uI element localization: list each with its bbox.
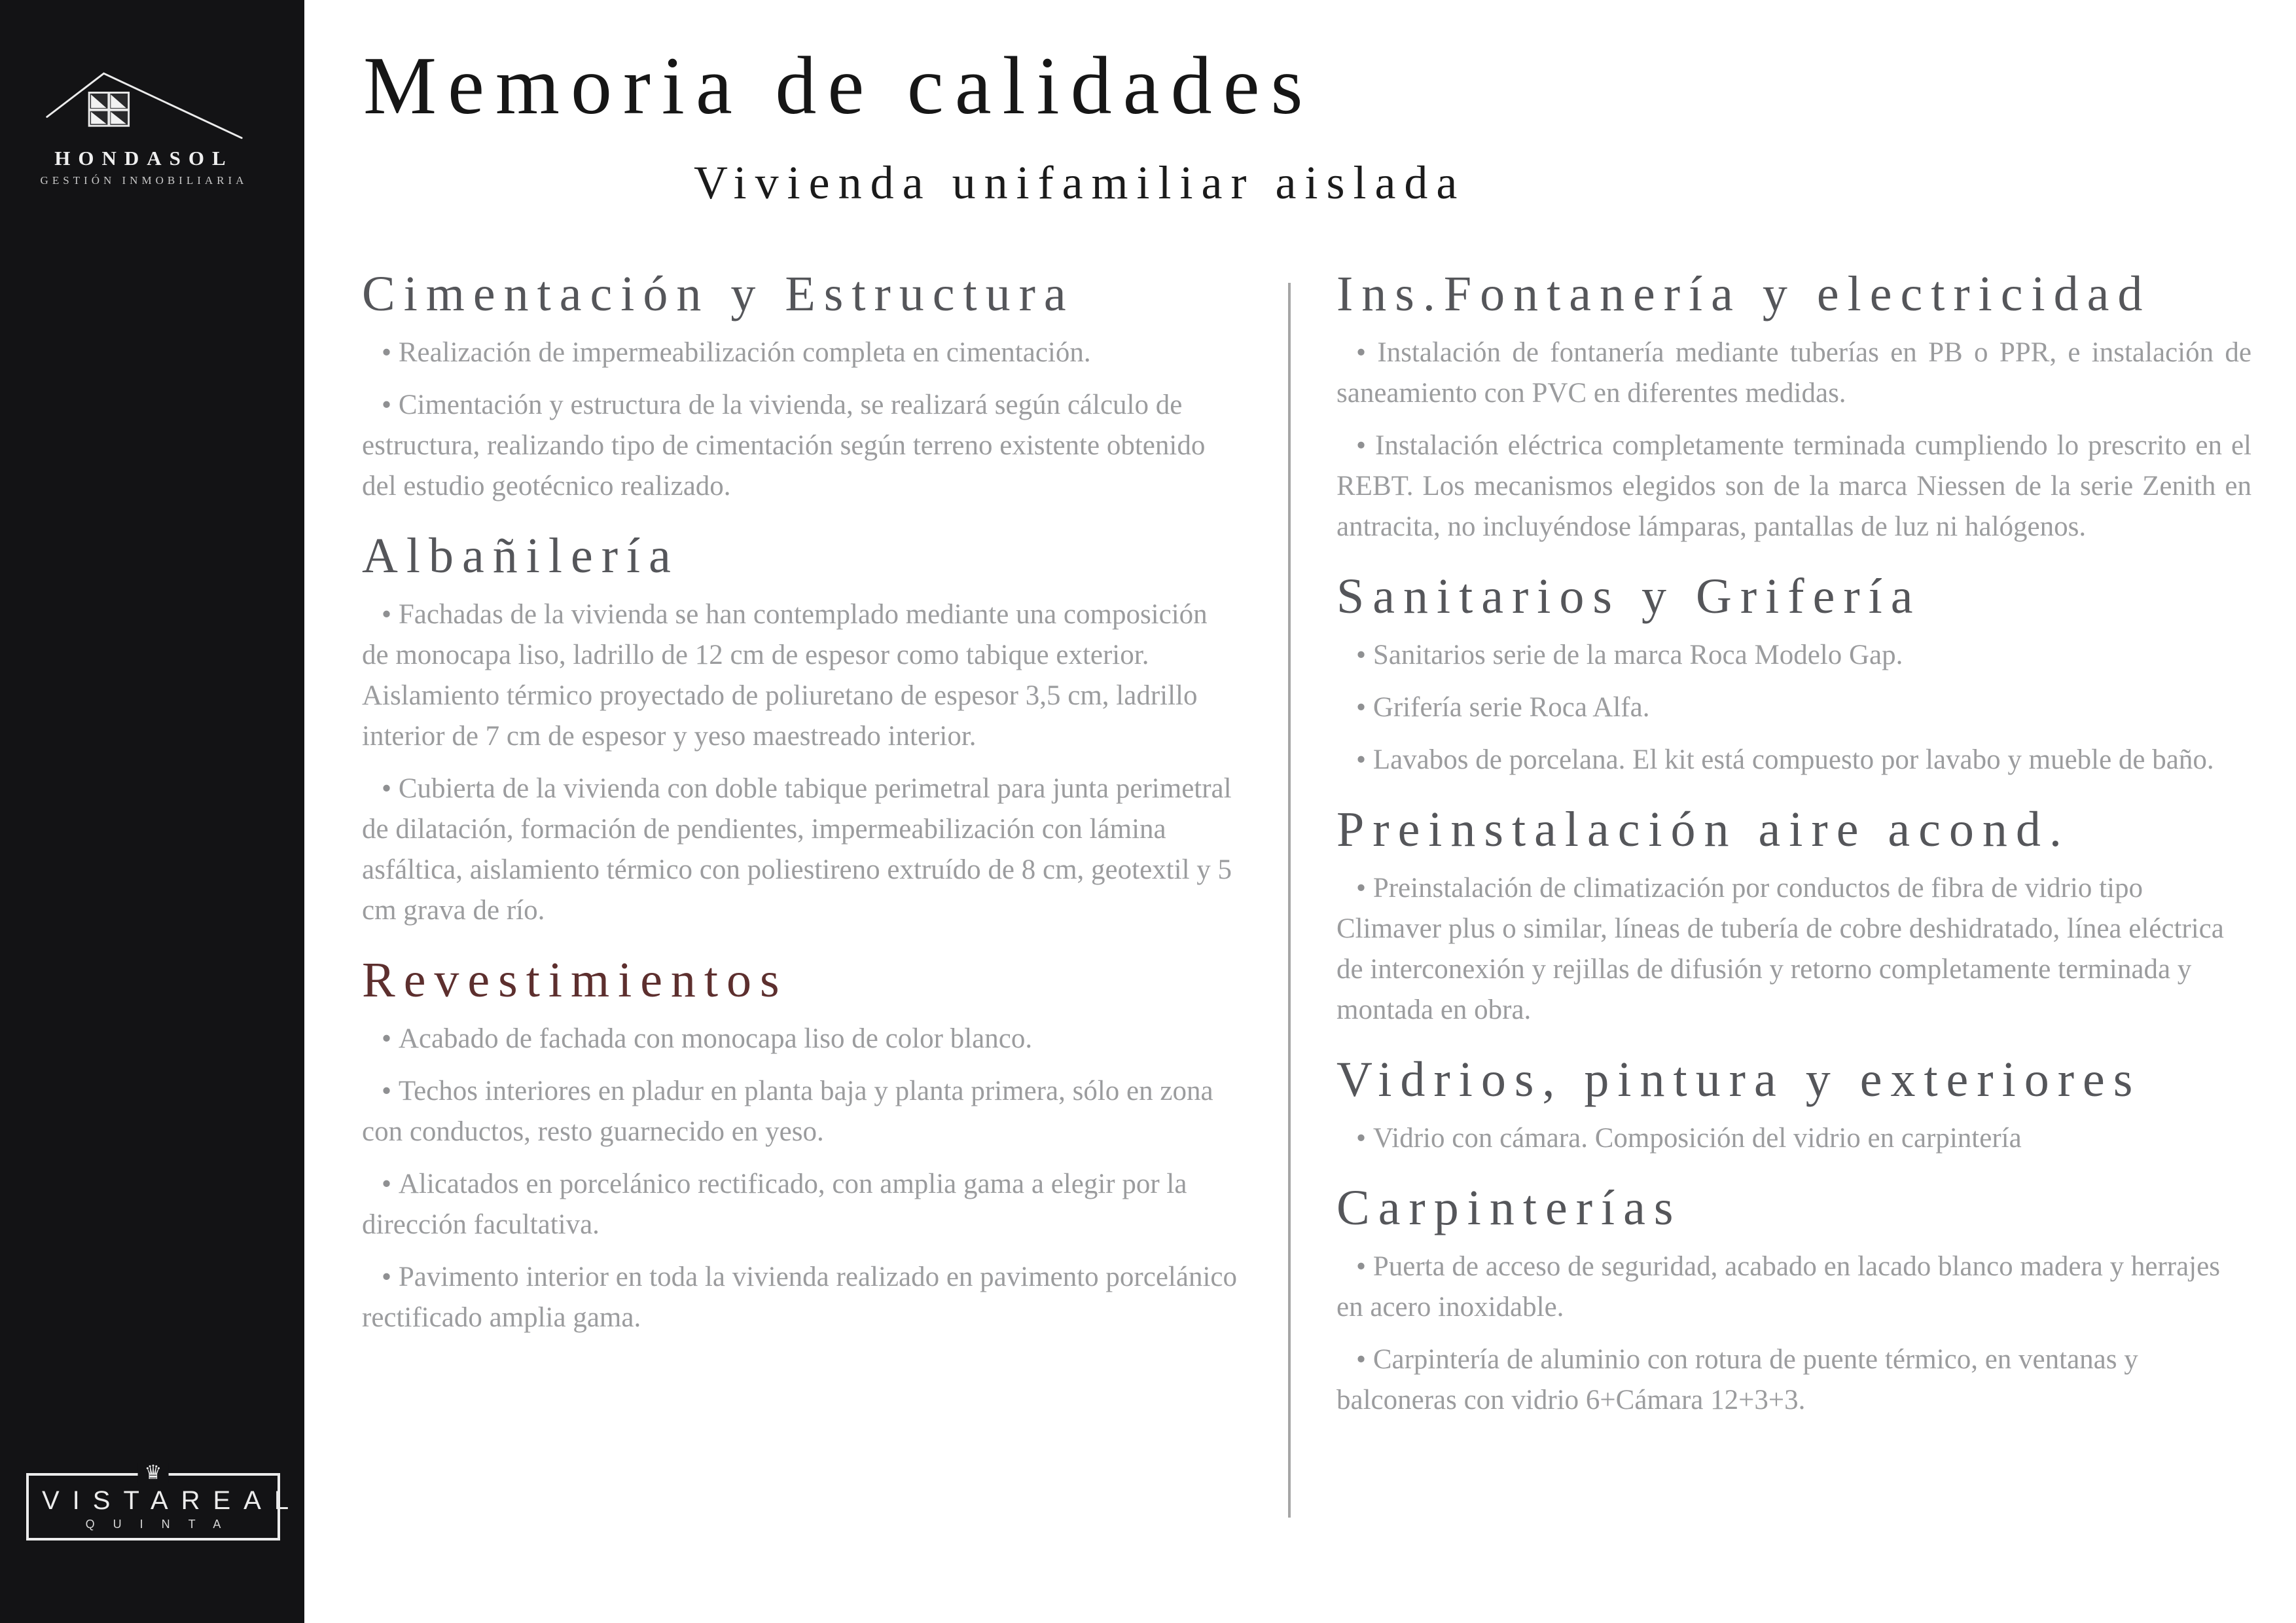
bullet-item: • Realización de impermeabilización completa en cimentación.: [362, 333, 1239, 373]
bullet-item: • Pavimento interior en toda la vivienda realizado en pavimento porcelánico rectificado amplia gama.: [362, 1257, 1239, 1338]
section-heading: Ins.Fontanería y electricidad: [1336, 266, 2151, 321]
bullet-item: • Grifería serie Roca Alfa.: [1336, 687, 2251, 728]
page-header: [363, 39, 1466, 209]
column-divider: [1288, 283, 1291, 1518]
bullet-item: • Cubierta de la vivienda con doble tabique perimetral para junta perimetral de dilatación, formación de pendientes, impermeabilización con lámina asfáltica, aislamiento térmico con poliestireno extruído de 8 cm, geotextil y 5 cm grava de río.: [362, 769, 1239, 931]
bullet-item: • Fachadas de la vivienda se han contemplado mediante una composición de monocapa liso, ladrillo de 12 cm de espesor como tabique exterior. Aislamiento térmico proyectado de poliuretano de espesor 3,5 cm, ladrillo interior de 7 cm de espesor y yeso maestreado interior.: [362, 594, 1239, 757]
left-column: [362, 267, 1239, 1338]
vistareal-subname: QUINTA: [85, 1518, 240, 1531]
section-heading: Preinstalación aire acond.: [1336, 802, 2070, 857]
hondasol-name: HONDASOL: [54, 147, 234, 170]
page-title: Memoria de calidades: [363, 41, 1314, 132]
bullet-item: • Preinstalación de climatización por conductos de fibra de vidrio tipo Climaver plus o similar, líneas de tubería de cobre deshidratado, línea eléctrica de interconexión y rejillas de difusión y retorno completamente terminada y montada en obra.: [1336, 868, 2251, 1030]
section-heading: Vidrios, pintura y exteriores: [1336, 1052, 2142, 1107]
bullet-item: • Instalación eléctrica completamente terminada cumpliendo lo prescrito en el REBT. Los mecanismos elegidos son de la marca Niessen de la serie Zenith en antracita, no incluyéndose lámparas, pantallas de luz ni halógenos.: [1336, 426, 2251, 547]
bullet-item: • Alicatados en porcelánico rectificado, con amplia gama a elegir por la dirección facultativa.: [362, 1164, 1239, 1245]
bullet-item: • Cimentación y estructura de la vivienda, se realizará según cálculo de estructura, realizando tipo de cimentación según terreno existente obtenido del estudio geotécnico realizado.: [362, 385, 1239, 507]
hondasol-logo: [0, 65, 288, 187]
section-heading: Albañilería: [362, 528, 679, 583]
bullet-item: • Instalación de fontanería mediante tuberías en PB o PPR, e instalación de saneamiento con PVC en diferentes medidas.: [1336, 333, 2251, 414]
bullet-item: • Acabado de fachada con monocapa liso de color blanco.: [362, 1019, 1239, 1059]
right-column: [1336, 267, 2251, 1421]
hondasol-tagline: GESTIÓN INMOBILIARIA: [40, 174, 248, 187]
section-heading: Sanitarios y Grifería: [1336, 569, 1922, 624]
bullet-item: • Lavabos de porcelana. El kit está compuesto por lavabo y mueble de baño.: [1336, 740, 2251, 780]
bullet-item: • Techos interiores en pladur en planta baja y planta primera, sólo en zona con conductos, resto guarnecido en yeso.: [362, 1071, 1239, 1152]
bullet-item: • Puerta de acceso de seguridad, acabado en lacado blanco madera y herrajes en acero inoxidable.: [1336, 1247, 2251, 1328]
section-heading: Cimentación y Estructura: [362, 266, 1075, 321]
sidebar: [0, 0, 304, 1623]
house-roof-window-icon: [42, 65, 246, 144]
section-heading: Revestimientos: [362, 953, 788, 1008]
vistareal-name: VISTAREAL: [42, 1486, 302, 1515]
crown-icon: ♛: [138, 1463, 169, 1483]
page-subtitle: Vivienda unifamiliar aislada: [694, 156, 1466, 209]
section-heading: Carpinterías: [1336, 1180, 1682, 1235]
vistareal-badge: [26, 1461, 302, 1541]
bullet-item: • Sanitarios serie de la marca Roca Modelo Gap.: [1336, 635, 2251, 676]
bullet-item: • Vidrio con cámara. Composición del vidrio en carpintería: [1336, 1118, 2251, 1159]
bullet-item: • Carpintería de aluminio con rotura de puente térmico, en ventanas y balconeras con vidrio 6+Cámara 12+3+3.: [1336, 1340, 2251, 1421]
